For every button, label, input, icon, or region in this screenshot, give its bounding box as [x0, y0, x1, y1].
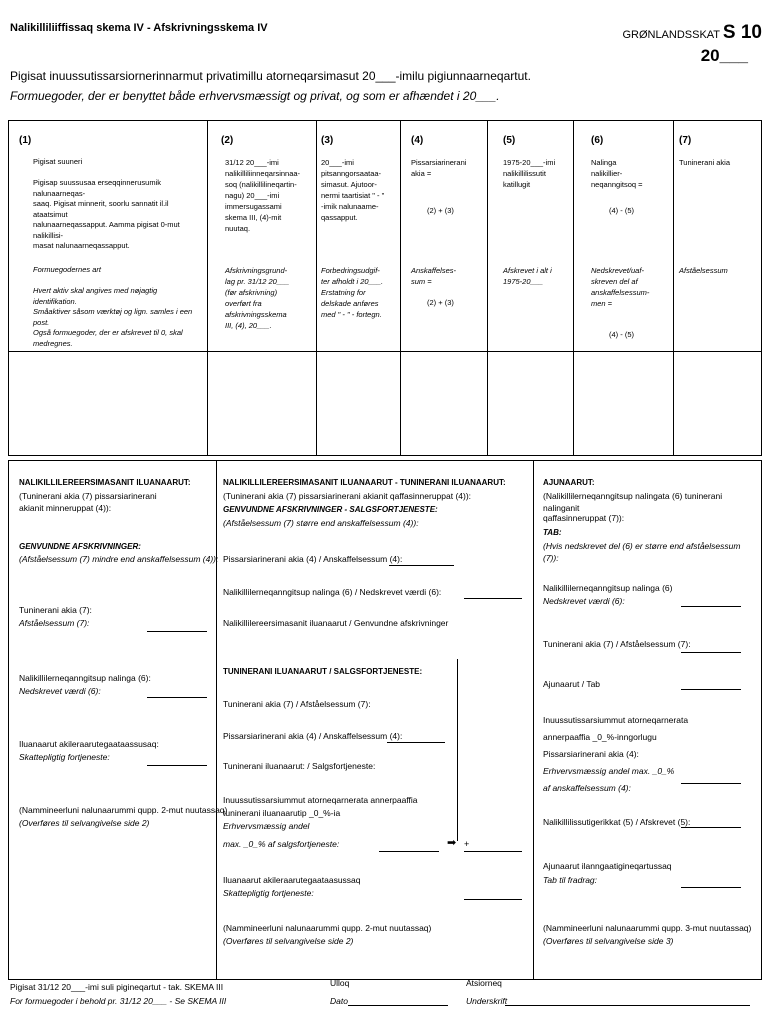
entry-col-7[interactable]: [674, 352, 762, 456]
right-row-4e: af anskaffelsessum (4):: [543, 783, 631, 793]
left-row-1: Tuninerani akia (7):: [19, 605, 92, 615]
date-field[interactable]: [348, 1005, 448, 1006]
col-2-desc-kl: 31/12 20___-imi nalikilliliinneqarsinnaa- soq (nalikillilineqartin- nagu) 20___-imi immersugassami skema III, (4)-mit nuutaq.: [225, 158, 301, 233]
right-field-6[interactable]: [681, 887, 741, 888]
mid-field-5[interactable]: [387, 742, 445, 743]
mid-heading-da: GENVUNDNE AFSKRIVNINGER - SALGSFORTJENESTE:: [223, 505, 438, 514]
mid-heading-2: TUNINERANI ILUANAARUT / SALGSFORTJENESTE:: [223, 667, 423, 676]
mid-row-8: Iluanaarut akileraarutegaataasussaq: [223, 875, 361, 885]
col-4-number: (4): [411, 135, 424, 146]
mid-row-5: Pissarsiarinerani akia (4) / Anskaffelsessum (4):: [223, 731, 403, 741]
right-row-6: Ajunaarut ilanngaatigineqartussaq: [543, 861, 672, 871]
signature-field[interactable]: [505, 1005, 750, 1006]
mid-field-1[interactable]: [389, 565, 454, 566]
right-field-2[interactable]: [681, 652, 741, 653]
form-title: Nalikilliliiffissaq skema IV - Afskrivningsskema IV: [10, 22, 268, 34]
right-row-3: Ajunaarut / Tab: [543, 679, 601, 689]
entry-col-3[interactable]: [317, 352, 400, 456]
col-4-formula-kl: (2) + (3): [427, 206, 454, 215]
left-row-4: (Nammineerluni nalunaarummi qupp. 2-mut nuutassaq): [19, 805, 228, 815]
footer-note-kl: Pigisat 31/12 20___-imi suli pigineqartut - tak. SKEMA III: [10, 982, 224, 992]
right-row-2: Tuninerani akia (7) / Afståelsessum (7):: [543, 639, 691, 649]
authority-name: GRØNLANDSSKAT: [622, 29, 720, 41]
col-7-desc-da: Afståelsessum: [679, 266, 728, 275]
mid-field-7-total[interactable]: [464, 851, 522, 852]
col-1-desc-kl: Pigisat suuneri Pigisap suussusaa erseqqinnerusumik nalunaarneqas- saaq. Pigisat minnerit, soorlu sannatit il.il ataatsimut nalunaarneqassapput. Aamma pigisat 0-mut nalikillisi- masat nalunaarneqassapput.: [33, 157, 180, 250]
right-row-4a: Inuussutissarsiummut atorneqarnerata: [543, 715, 689, 725]
mid-row-7c: Erhvervsmæssig andel: [223, 821, 310, 831]
entry-col-1[interactable]: [9, 352, 207, 456]
footer-note-da: For formuegoder i behold pr. 31/12 20___ - Se SKEMA III: [10, 996, 227, 1006]
mid-cond-1: (Tuninerani akia (7) pissarsiarinerani akianit qaffasinneruppat (4)):: [223, 491, 472, 501]
plus-sign: +: [464, 839, 470, 849]
mid-field-2[interactable]: [464, 598, 522, 599]
arrow-right-icon: ➡: [447, 837, 457, 849]
left-cond-da: (Afståelsessum (7) mindre end anskaffelsessum (4)):: [19, 554, 219, 564]
form-code: S 10: [722, 22, 762, 43]
mid-field-7[interactable]: [379, 851, 439, 852]
entry-col-5[interactable]: [488, 352, 573, 456]
right-row-4b: annerpaaffia _0_%-inngorlugu: [543, 732, 657, 742]
mid-row-3: Nalikillilereersimasanit iluanaarut / Genvundne afskrivninger: [223, 618, 449, 628]
col-3-desc-kl: 20___-imi pitsanngorsaataa- simasut. Ajutoor- nermi taartisiat " - " -imik nalunaame- qassapput.: [321, 158, 385, 222]
right-row-1-da: Nedskrevet værdi (6):: [543, 596, 625, 606]
col-6-formula-kl: (4) - (5): [609, 206, 634, 215]
col-5-number: (5): [503, 135, 516, 146]
right-row-4d: Erhvervsmæssig andel max. _0_%: [543, 766, 675, 776]
right-cond-2: qaffasinneruppat (7)):: [543, 513, 625, 523]
left-field-2[interactable]: [147, 697, 207, 698]
left-cond-2: akianit minneruppat (4)):: [19, 503, 112, 513]
right-row-6-da: Tab til fradrag:: [543, 875, 598, 885]
mid-row-4: Tuninerani akia (7) / Afståelsessum (7):: [223, 699, 371, 709]
asset-table: [8, 120, 762, 456]
signature-label-da: Underskrift: [466, 996, 508, 1006]
col-1-desc-da: Formuegodernes art Hvert aktiv skal angives med nøjagtig identifikation. Småaktiver såsom værktøj og lign. samles i een post. Også formuegoder, der er afskrevet til 0, skal medregnes.: [33, 265, 193, 348]
right-row-7: (Nammineerluni nalunaarummi qupp. 3-mut nuutassaq): [543, 923, 752, 933]
col-5-desc-kl: 1975-20___-imi nalikillilissutit katillugit: [503, 158, 556, 189]
col-6-desc-kl: Nalinga nalikillier- neqanngitsoq =: [591, 158, 643, 189]
entry-col-2[interactable]: [208, 352, 316, 456]
signature-label-kl: Atsiorneq: [466, 978, 502, 988]
mid-row-9-da: (Overføres til selvangivelse side 2): [223, 936, 354, 946]
right-heading: AJUNAARUT:: [543, 478, 595, 487]
col-3-desc-da: Forbedringsudgif- ter afholdt i 20___. Erstatning for delskade anføres med " - " - fortegn.: [321, 266, 384, 319]
mid-row-9: (Nammineerluni nalunaarummi qupp. 2-mut nuutassaq): [223, 923, 432, 933]
mid-row-6: Tuninerani iluanaarut: / Salgsfortjeneste:: [223, 761, 376, 771]
left-field-3[interactable]: [147, 765, 207, 766]
mid-field-8[interactable]: [464, 899, 522, 900]
col-4-desc-da: Anskaffelses- sum =: [411, 266, 457, 286]
right-heading-da: TAB:: [543, 528, 562, 537]
left-row-1-da: Afståelsessum (7):: [19, 618, 90, 628]
col-1-number: (1): [19, 135, 32, 146]
subtitle-greenlandic: Pigisat inuussutissarsiornerinnarmut privatimillu atorneqarsimasut 20___-imilu pigiunnaarneqartut.: [10, 69, 531, 83]
col-2-desc-da: Afskrivningsgrund- lag pr. 31/12 20___ (før afskrivning) overført fra afskrivningsskema III, (4), 20___.: [225, 266, 290, 330]
right-row-4c: Pissarsiarinerani akia (4):: [543, 749, 639, 759]
mid-row-2: Nalikillilerneqanngitsup nalinga (6) / Nedskrevet værdi (6):: [223, 587, 442, 597]
right-row-5: Nalikillilissutigerikkat (5) / Afskrevet (5):: [543, 817, 691, 827]
col-3-number: (3): [321, 135, 334, 146]
col-7-desc-kl: Tuninerani akia: [679, 158, 731, 167]
col-2-number: (2): [221, 135, 234, 146]
mid-heading: NALIKILLILEREERSIMASANIT ILUANAARUT - TUNINERANI ILUANAARUT:: [223, 478, 506, 487]
col-7-number: (7): [679, 135, 692, 146]
right-field-3[interactable]: [681, 689, 741, 690]
right-cond-da: (Hvis nedskrevet del (6) er større end afståelsessum (7)):: [543, 541, 741, 563]
calculation-sections: [8, 460, 762, 980]
right-row-1: Nalikillilerneqanngitsup nalinga (6): [543, 583, 673, 593]
col-4-formula-da: (2) + (3): [427, 298, 454, 307]
col-5-desc-da: Afskrevet i alt i 1975-20___: [503, 266, 552, 286]
left-row-3-da: Skattepligtig fortjeneste:: [19, 752, 110, 762]
mid-row-7a: Inuussutissarsiummut atorneqarnerata annerpaaffia: [223, 795, 418, 805]
left-row-2: Nalikillilerneqanngitsup nalinga (6):: [19, 673, 151, 683]
authority-label: [622, 22, 762, 44]
left-cond-1: (Tuninerani akia (7) pissarsiarinerani: [19, 491, 157, 501]
subtitle-danish: Formuegoder, der er benyttet både erhvervsmæssigt og privat, og som er afhændet i 20___.: [10, 89, 500, 103]
form-year[interactable]: 20___: [700, 46, 748, 65]
col-6-number: (6): [591, 135, 604, 146]
date-label-kl: Ulloq: [330, 978, 350, 988]
mid-cond-da: (Afståelsessum (7) større end anskaffelsessum (4)):: [223, 518, 419, 528]
right-field-4[interactable]: [681, 783, 741, 784]
date-label-da: Dato: [330, 996, 348, 1006]
col-6-formula-da: (4) - (5): [609, 330, 634, 339]
mid-row-8-da: Skattepligtig fortjeneste:: [223, 888, 314, 898]
right-field-5[interactable]: [681, 827, 741, 828]
mid-row-1: Pissarsiarinerani akia (4) / Anskaffelsessum (4):: [223, 554, 403, 564]
col-6-desc-da: Nedskrevet/uaf- skreven del af anskaffelsessum- men =: [591, 266, 650, 308]
right-field-1[interactable]: [681, 606, 741, 607]
mid-row-7d: max. _0_% af salgsfortjeneste:: [223, 839, 340, 849]
entry-col-6[interactable]: [574, 352, 673, 456]
left-row-4-da: (Overføres til selvangivelse side 2): [19, 818, 150, 828]
left-heading-da: GENVUNDNE AFSKRIVNINGER:: [19, 542, 141, 551]
mid-row-7b: tuninerani iluanaarutip _0_%-ia: [223, 808, 341, 818]
left-row-3: Iluanaarut akileraarutegaataassusaq:: [19, 739, 159, 749]
col-4-desc-kl: Pissarsiarinerani akia =: [411, 158, 467, 178]
right-row-7-da: (Overføres til selvangivelse side 3): [543, 936, 674, 946]
left-heading: NALIKILLILEREERSIMASANIT ILUANAARUT:: [19, 478, 191, 487]
entry-col-4[interactable]: [401, 352, 487, 456]
right-cond-1: (Nalikillilerneqanngitsup nalingata (6) tuninerani nalinganit: [543, 491, 723, 513]
left-field-1[interactable]: [147, 631, 207, 632]
left-row-2-da: Nedskrevet værdi (6):: [19, 686, 101, 696]
